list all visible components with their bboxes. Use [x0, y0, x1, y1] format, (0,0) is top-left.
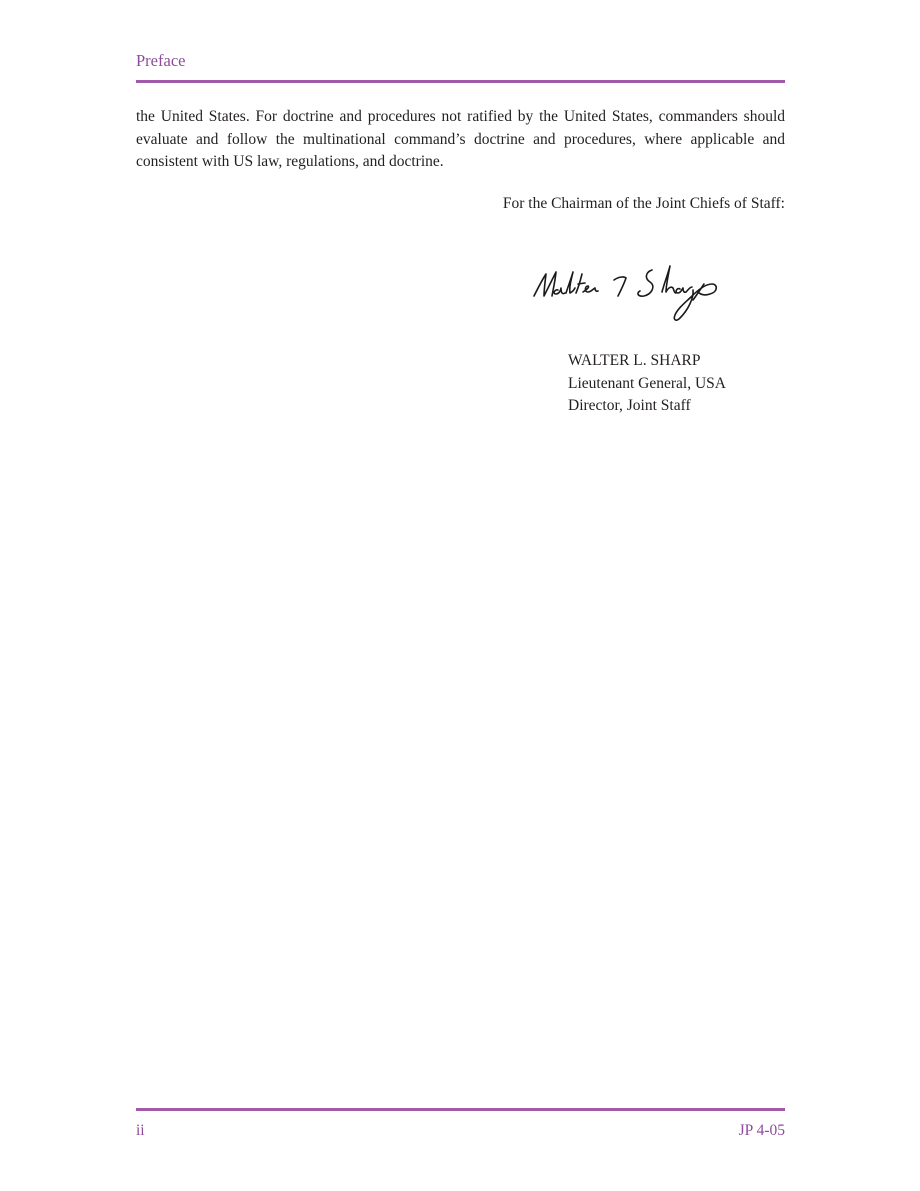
closing-line: For the Chairman of the Joint Chiefs of Staff: [502, 195, 785, 212]
header-rule [136, 80, 785, 83]
signer-name: WALTER L. SHARP [568, 352, 701, 369]
body-paragraph: the United States. For doctrine and procedures not ratified by the United States, commanders should evaluate and follow the multinational command’s doctrine and procedures, where applicable and consistent with US law, regulations, and doctrine. [136, 108, 785, 170]
signature-block [568, 350, 726, 418]
signer-rank: Lieutenant General, USA [568, 374, 726, 392]
handwritten-signature [528, 262, 728, 326]
running-header-title: Preface [136, 51, 186, 70]
publication-id: JP 4-05 [738, 1122, 785, 1139]
page-number: ii [136, 1122, 145, 1139]
signer-position: Director, Joint Staff [568, 397, 691, 414]
footer-rule [136, 1108, 785, 1111]
